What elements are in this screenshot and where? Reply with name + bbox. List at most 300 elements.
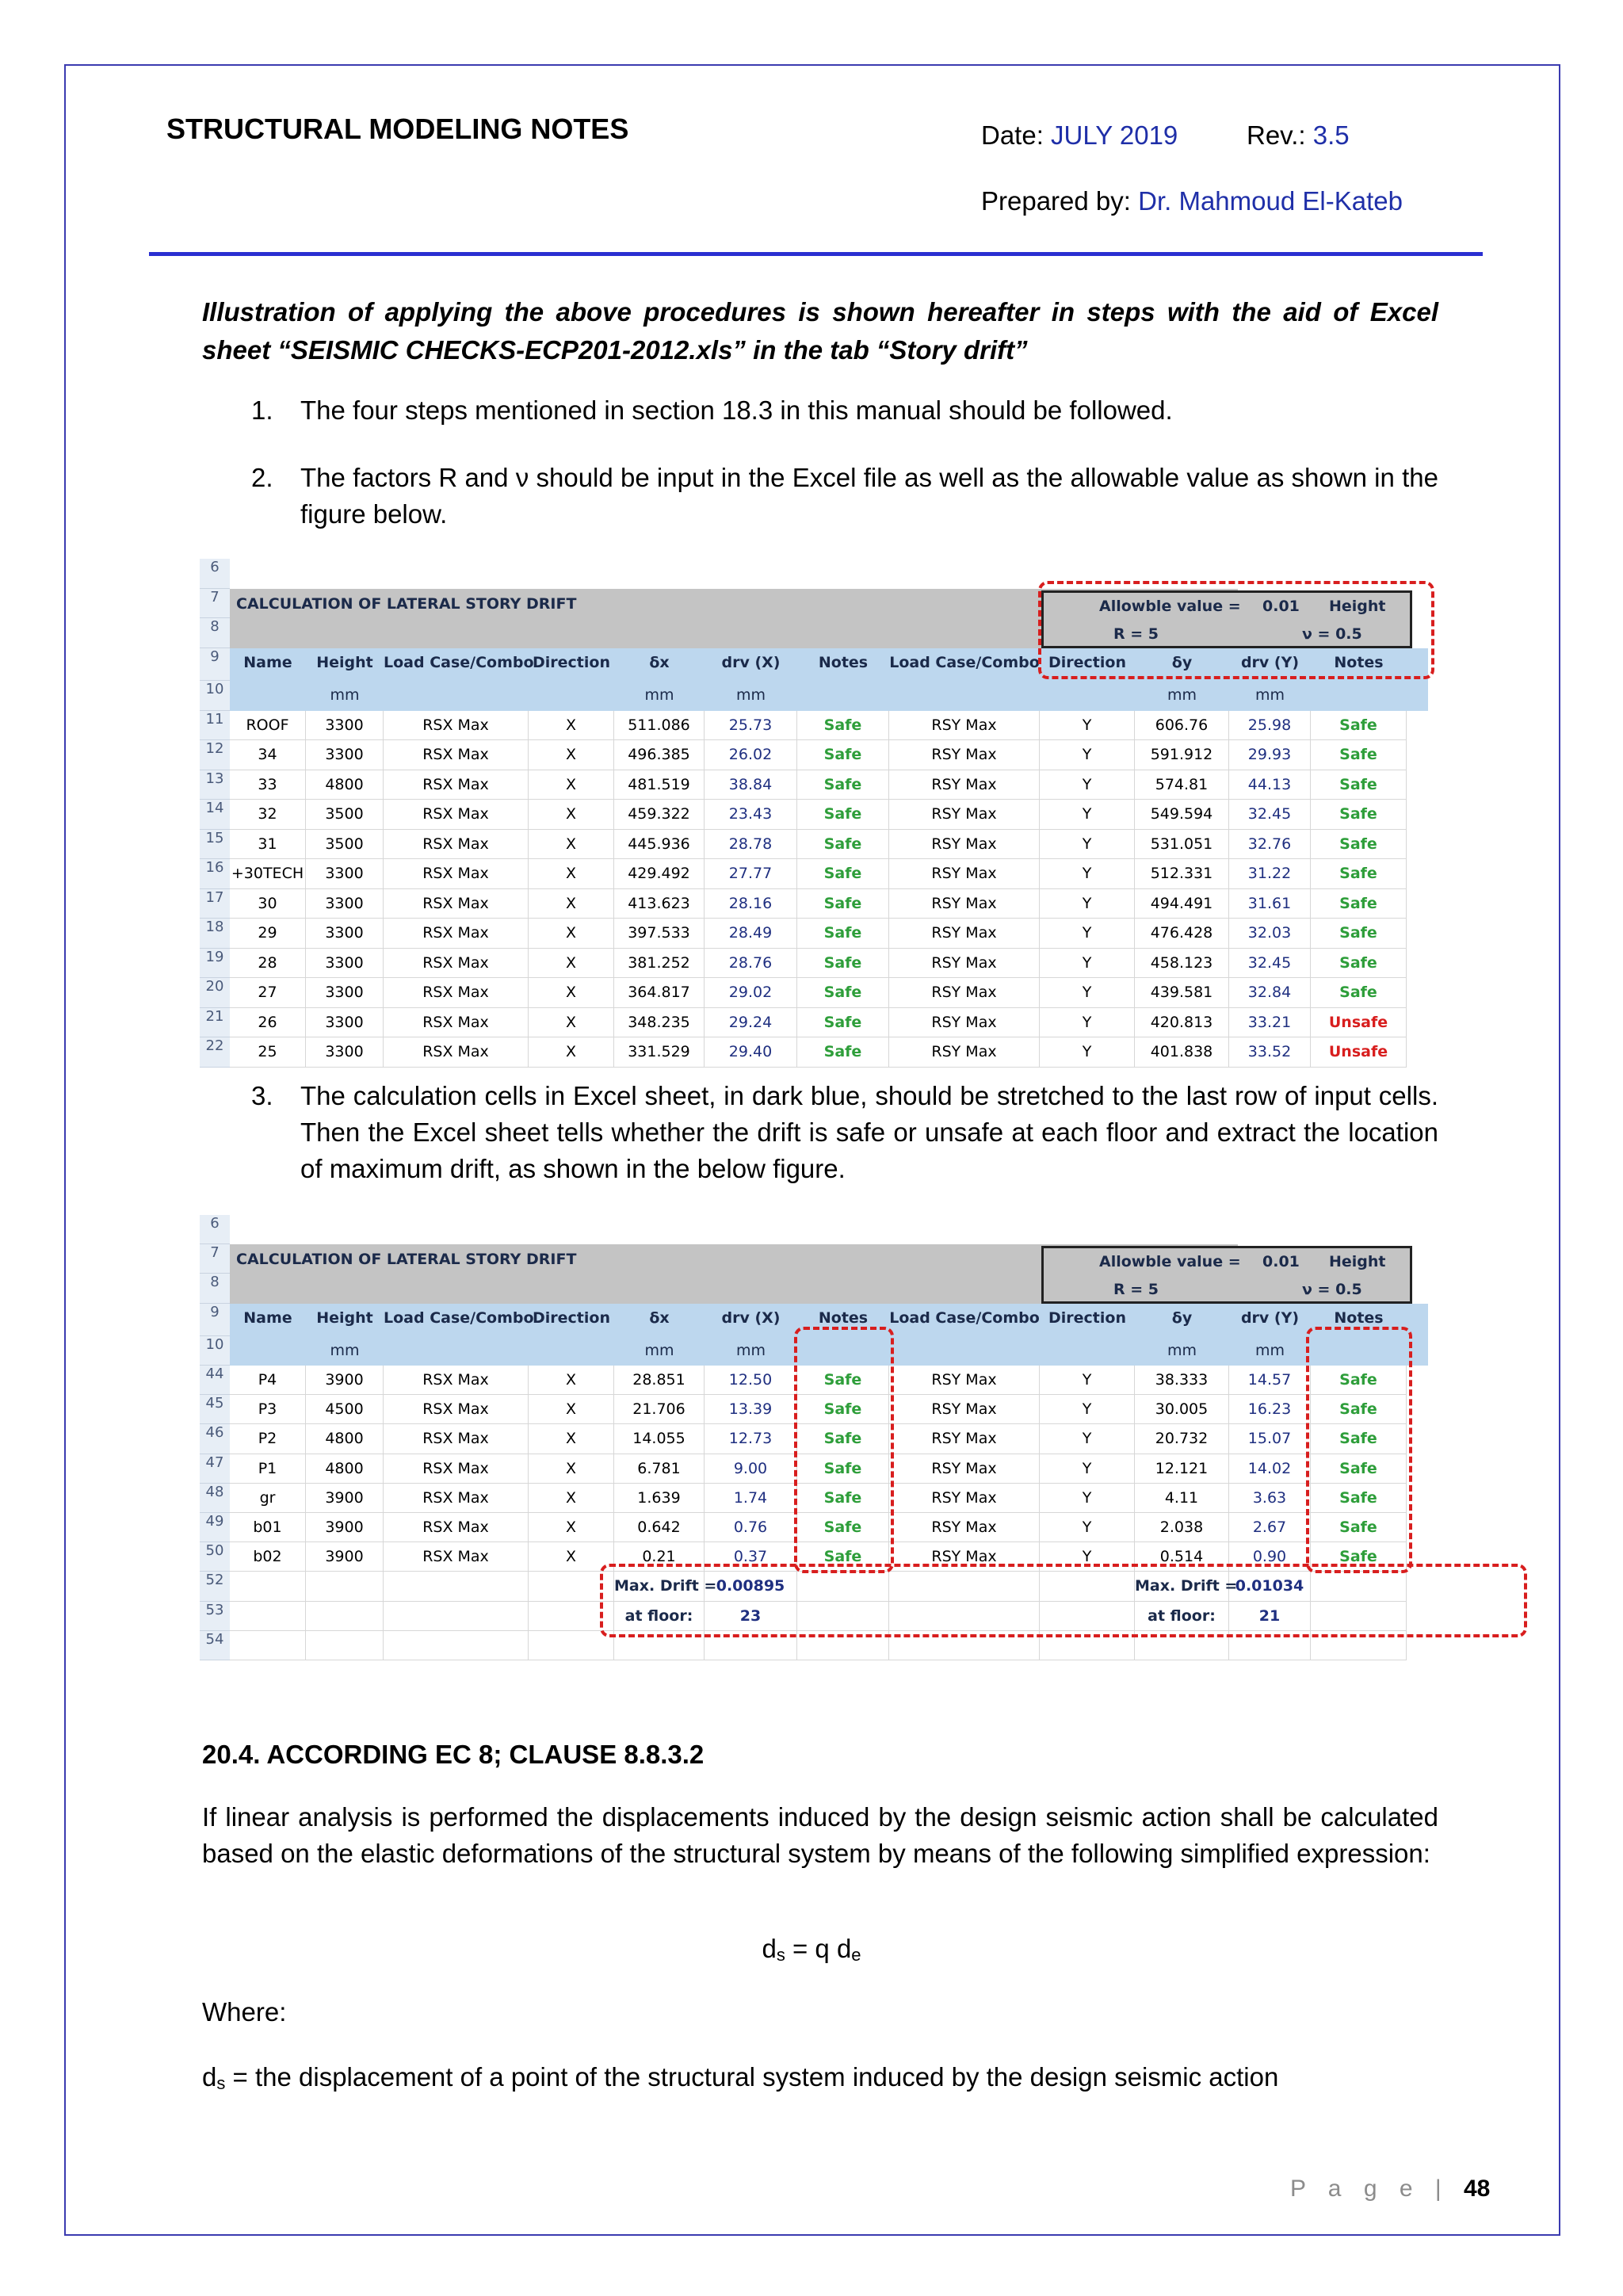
- step-number: 3.: [251, 1081, 273, 1110]
- table-cell: 13.39: [705, 1395, 797, 1424]
- row-number: 11: [200, 711, 230, 741]
- table-cell: 439.581: [1135, 978, 1229, 1008]
- table-cell: 16.23: [1229, 1395, 1311, 1424]
- date-value: JULY 2019: [1051, 120, 1178, 150]
- table-cell: 28.78: [705, 830, 797, 860]
- sheet-title: CALCULATION OF LATERAL STORY DRIFT: [236, 594, 577, 613]
- table-cell: X: [529, 1454, 614, 1484]
- table-cell: Safe: [1311, 1366, 1407, 1395]
- table-cell: 3300: [306, 1037, 384, 1068]
- table-cell: X: [529, 919, 614, 949]
- table-cell: Y: [1040, 1542, 1135, 1572]
- column-header: Direction: [533, 1308, 610, 1327]
- table-cell: Safe: [797, 1454, 889, 1484]
- table-cell: Y: [1040, 1424, 1135, 1454]
- table-cell: RSX Max: [384, 1008, 529, 1038]
- table-cell: 12.73: [705, 1424, 797, 1454]
- table-cell: Safe: [1311, 1542, 1407, 1572]
- row-number: 52: [200, 1572, 230, 1601]
- max-drift-cell: Max. Drift =: [1135, 1572, 1229, 1601]
- table-cell: Y: [1040, 1366, 1135, 1395]
- table-cell: X: [529, 770, 614, 800]
- table-cell: Y: [1040, 1037, 1135, 1068]
- table-cell: 38.333: [1135, 1366, 1229, 1395]
- unit-cell: mm: [735, 1341, 766, 1359]
- table-cell: Unsafe: [1311, 1008, 1407, 1038]
- table-cell: RSY Max: [889, 1037, 1040, 1068]
- table-cell: 31: [230, 830, 306, 860]
- table-cell: X: [529, 1037, 614, 1068]
- table-cell: Safe: [797, 1395, 889, 1424]
- table-cell: X: [529, 1424, 614, 1454]
- table-cell: Safe: [1311, 711, 1407, 741]
- table-cell: RSY Max: [889, 740, 1040, 770]
- column-header: Notes: [1334, 1308, 1384, 1327]
- table-cell: Y: [1040, 800, 1135, 830]
- table-cell: 14.57: [1229, 1366, 1311, 1395]
- table-row: [200, 800, 1428, 830]
- table-cell: 28.16: [705, 889, 797, 919]
- empty-cell: [230, 1631, 306, 1660]
- page-separator: |: [1420, 2176, 1464, 2202]
- unit-cell: mm: [1254, 686, 1285, 704]
- table-cell: 3300: [306, 740, 384, 770]
- table-cell: RSX Max: [384, 711, 529, 741]
- column-header: drv (Y): [1240, 653, 1300, 671]
- table-cell: Safe: [1311, 978, 1407, 1008]
- table-cell: 4500: [306, 1395, 384, 1424]
- header-divider: [149, 252, 1483, 256]
- table-cell: 0.90: [1229, 1542, 1311, 1572]
- table-cell: Y: [1040, 889, 1135, 919]
- table-cell: RSY Max: [889, 919, 1040, 949]
- table-cell: 3500: [306, 800, 384, 830]
- unit-cell: [230, 681, 306, 711]
- table-row: [200, 919, 1428, 949]
- table-cell: Safe: [1311, 740, 1407, 770]
- table-cell: X: [529, 978, 614, 1008]
- table-cell: ROOF: [230, 711, 306, 741]
- table-cell: 33.52: [1229, 1037, 1311, 1068]
- table-cell: RSX Max: [384, 1513, 529, 1542]
- table-cell: X: [529, 859, 614, 889]
- table-cell: Y: [1040, 1008, 1135, 1038]
- table-cell: RSX Max: [384, 1366, 529, 1395]
- column-header: drv (Y): [1240, 1308, 1300, 1327]
- table-cell: X: [529, 1484, 614, 1513]
- table-cell: 30: [230, 889, 306, 919]
- date-line: [981, 120, 1178, 151]
- table-cell: 26.02: [705, 740, 797, 770]
- column-header: δy: [1171, 653, 1193, 671]
- at-floor-cell: [230, 1602, 306, 1631]
- table-cell: Safe: [797, 1513, 889, 1542]
- row-number: 19: [200, 949, 230, 979]
- table-cell: Safe: [1311, 949, 1407, 979]
- table-row: [200, 1037, 1428, 1068]
- table-row: [200, 711, 1428, 741]
- table-cell: X: [529, 1008, 614, 1038]
- table-cell: 606.76: [1135, 711, 1229, 741]
- column-header: Notes: [818, 1308, 869, 1327]
- table-cell: 4800: [306, 1454, 384, 1484]
- table-cell: 348.235: [614, 1008, 705, 1038]
- table-cell: 27: [230, 978, 306, 1008]
- table-cell: RSX Max: [384, 1484, 529, 1513]
- table-cell: +30TECH: [230, 859, 306, 889]
- table-cell: 3300: [306, 949, 384, 979]
- table-cell: RSY Max: [889, 1513, 1040, 1542]
- where-label: Where:: [202, 1997, 287, 2027]
- table-cell: 445.936: [614, 830, 705, 860]
- page-number: [1290, 2176, 1490, 2202]
- row-number: 18: [200, 919, 230, 949]
- table-cell: 44.13: [1229, 770, 1311, 800]
- table-cell: Y: [1040, 770, 1135, 800]
- table-cell: Safe: [1311, 1484, 1407, 1513]
- table-cell: X: [529, 711, 614, 741]
- unit-cell: [384, 1336, 529, 1366]
- row-number: 10: [200, 1336, 230, 1366]
- table-row: [200, 740, 1428, 770]
- table-cell: 32: [230, 800, 306, 830]
- table-cell: Safe: [797, 800, 889, 830]
- height-label: Height: [1329, 597, 1386, 615]
- table-cell: RSY Max: [889, 1424, 1040, 1454]
- excel-sheet-story-drift-2: [200, 1215, 1428, 1648]
- table-cell: 31.61: [1229, 889, 1311, 919]
- table-cell: Y: [1040, 1454, 1135, 1484]
- table-cell: RSY Max: [889, 830, 1040, 860]
- rev-line: [1247, 120, 1350, 151]
- at-floor-cell: 21: [1229, 1602, 1311, 1631]
- at-floor-cell: 23: [705, 1602, 797, 1631]
- table-cell: 33.21: [1229, 1008, 1311, 1038]
- allowable-value-box: [1041, 1246, 1412, 1303]
- row-number: 8: [200, 1274, 230, 1303]
- table-cell: 476.428: [1135, 919, 1229, 949]
- table-cell: Safe: [797, 978, 889, 1008]
- unit-cell: [889, 1336, 1040, 1366]
- empty-cell: [384, 1631, 529, 1660]
- table-cell: 458.123: [1135, 949, 1229, 979]
- table-cell: 3300: [306, 1008, 384, 1038]
- table-row: [200, 830, 1428, 860]
- row-number: 47: [200, 1454, 230, 1484]
- table-cell: Y: [1040, 830, 1135, 860]
- step-text: The four steps mentioned in section 18.3 in this manual should be followed.: [300, 395, 1173, 425]
- unit-cell: [1040, 1336, 1135, 1366]
- allowable-value-label: Allowble value =: [1099, 597, 1241, 615]
- table-row: [200, 1008, 1428, 1038]
- step-number: 1.: [251, 395, 273, 425]
- table-cell: 4800: [306, 1424, 384, 1454]
- table-cell: Safe: [797, 889, 889, 919]
- allowable-value: 0.01: [1262, 597, 1300, 615]
- table-cell: Y: [1040, 949, 1135, 979]
- definition-text: = the displacement of a point of the structural system induced by the design seismic action: [225, 2062, 1279, 2092]
- nu-factor: ν = 0.5: [1302, 1281, 1362, 1299]
- unit-cell: mm: [735, 686, 766, 704]
- table-cell: 413.623: [614, 889, 705, 919]
- date-label: Date:: [981, 120, 1044, 150]
- table-cell: 6.781: [614, 1454, 705, 1484]
- table-cell: 28.49: [705, 919, 797, 949]
- table-cell: 3.63: [1229, 1484, 1311, 1513]
- unit-cell: mm: [330, 1341, 360, 1359]
- table-cell: Safe: [797, 859, 889, 889]
- table-cell: Y: [1040, 711, 1135, 741]
- table-cell: Safe: [797, 1542, 889, 1572]
- table-cell: 15.07: [1229, 1424, 1311, 1454]
- row-number: 49: [200, 1513, 230, 1542]
- table-cell: X: [529, 889, 614, 919]
- table-cell: Safe: [797, 919, 889, 949]
- column-header: drv (X): [721, 653, 781, 671]
- unit-cell: mm: [1167, 1341, 1197, 1359]
- table-cell: X: [529, 1366, 614, 1395]
- row-number: 17: [200, 889, 230, 919]
- table-cell: X: [529, 1513, 614, 1542]
- table-cell: Safe: [797, 1037, 889, 1068]
- row-number: 12: [200, 740, 230, 770]
- table-cell: 9.00: [705, 1454, 797, 1484]
- table-cell: Y: [1040, 740, 1135, 770]
- table-cell: Safe: [1311, 1454, 1407, 1484]
- table-cell: 25.73: [705, 711, 797, 741]
- table-cell: X: [529, 1542, 614, 1572]
- table-cell: 401.838: [1135, 1037, 1229, 1068]
- author-name: Dr. Mahmoud El-Kateb: [1138, 186, 1403, 216]
- table-cell: 0.37: [705, 1542, 797, 1572]
- table-cell: 3500: [306, 830, 384, 860]
- table-cell: 14.055: [614, 1424, 705, 1454]
- height-label: Height: [1329, 1253, 1386, 1271]
- nu-factor: ν = 0.5: [1302, 625, 1362, 643]
- sheet-row: [200, 589, 231, 619]
- table-cell: 21.706: [614, 1395, 705, 1424]
- table-cell: 511.086: [614, 711, 705, 741]
- table-cell: 23.43: [705, 800, 797, 830]
- table-cell: 32.45: [1229, 949, 1311, 979]
- row-number: 14: [200, 800, 230, 830]
- table-cell: 28: [230, 949, 306, 979]
- column-header: Height: [316, 653, 373, 671]
- unit-cell: [529, 681, 614, 711]
- table-cell: RSY Max: [889, 770, 1040, 800]
- table-cell: RSY Max: [889, 1454, 1040, 1484]
- column-header: Load Case/Combo: [384, 653, 534, 671]
- table-cell: 3900: [306, 1366, 384, 1395]
- r-factor: R = 5: [1113, 1281, 1159, 1299]
- row-number: 9: [200, 1304, 230, 1336]
- table-cell: 25.98: [1229, 711, 1311, 741]
- table-cell: 32.03: [1229, 919, 1311, 949]
- table-cell: Safe: [797, 770, 889, 800]
- table-cell: Safe: [797, 740, 889, 770]
- at-floor-cell: at floor:: [1135, 1602, 1229, 1631]
- table-cell: 29: [230, 919, 306, 949]
- step-text: The factors R and ν should be input in the Excel file as well as the allowable value as shown in the figure below.: [300, 463, 1438, 529]
- table-cell: Y: [1040, 1513, 1135, 1542]
- table-cell: b01: [230, 1513, 306, 1542]
- empty-cell: [306, 1631, 384, 1660]
- unit-cell: mm: [330, 686, 360, 704]
- table-cell: 31.22: [1229, 859, 1311, 889]
- table-cell: RSY Max: [889, 859, 1040, 889]
- table-cell: RSX Max: [384, 1424, 529, 1454]
- column-header: δx: [649, 653, 670, 671]
- table-cell: 549.594: [1135, 800, 1229, 830]
- rev-value: 3.5: [1312, 120, 1350, 150]
- max-drift-cell: 0.01034: [1229, 1572, 1311, 1601]
- table-cell: Safe: [797, 1484, 889, 1513]
- table-cell: Safe: [1311, 830, 1407, 860]
- table-cell: 2.038: [1135, 1513, 1229, 1542]
- table-cell: 420.813: [1135, 1008, 1229, 1038]
- row-number: 53: [200, 1602, 230, 1631]
- table-cell: RSY Max: [889, 1366, 1040, 1395]
- row-number: 54: [200, 1631, 230, 1660]
- table-row: [200, 978, 1428, 1008]
- max-drift-highlight: [600, 1564, 1527, 1637]
- table-cell: 0.514: [1135, 1542, 1229, 1572]
- column-header: Direction: [533, 653, 610, 671]
- table-cell: 3900: [306, 1484, 384, 1513]
- column-header: δx: [649, 1308, 670, 1327]
- row-number: 21: [200, 1008, 230, 1038]
- table-cell: P1: [230, 1454, 306, 1484]
- row-number: 6: [200, 1215, 230, 1244]
- notes-x-highlight: [794, 1327, 894, 1574]
- displacement-formula: $d_s = q$ $d_e$: [762, 1934, 861, 1965]
- row-number: 44: [200, 1366, 230, 1395]
- table-cell: Unsafe: [1311, 1037, 1407, 1068]
- table-cell: Safe: [1311, 1424, 1407, 1454]
- table-cell: RSX Max: [384, 919, 529, 949]
- at-floor-cell: at floor:: [614, 1602, 705, 1631]
- table-row: [200, 949, 1428, 979]
- row-number: 48: [200, 1484, 230, 1513]
- table-cell: 4.11: [1135, 1484, 1229, 1513]
- row-number: 6: [200, 559, 230, 589]
- section-heading: 20.4. ACCORDING EC 8; CLAUSE 8.8.3.2: [202, 1740, 705, 1769]
- units-row: [200, 681, 1428, 711]
- table-cell: 30.005: [1135, 1395, 1229, 1424]
- table-cell: Safe: [797, 1424, 889, 1454]
- table-cell: RSY Max: [889, 800, 1040, 830]
- table-cell: Y: [1040, 978, 1135, 1008]
- row-number: 50: [200, 1542, 230, 1572]
- table-cell: 364.817: [614, 978, 705, 1008]
- sheet-row: [200, 1274, 231, 1303]
- table-cell: RSX Max: [384, 859, 529, 889]
- notes-y-highlight: [1306, 1327, 1412, 1574]
- table-cell: 32.84: [1229, 978, 1311, 1008]
- table-cell: 27.77: [705, 859, 797, 889]
- table-cell: Safe: [1311, 919, 1407, 949]
- row-number: 16: [200, 859, 230, 889]
- page-label: P a g e: [1290, 2176, 1421, 2202]
- column-header: Name: [243, 1308, 292, 1327]
- table-cell: Safe: [1311, 859, 1407, 889]
- unit-cell: [889, 681, 1040, 711]
- unit-cell: mm: [644, 1341, 674, 1359]
- table-cell: 331.529: [614, 1037, 705, 1068]
- table-cell: b02: [230, 1542, 306, 1572]
- sheet-title: CALCULATION OF LATERAL STORY DRIFT: [236, 1251, 577, 1269]
- definition-ds: $d_s$ = the displacement of a point of the structural system induced by the design seismic action: [202, 2062, 1279, 2093]
- table-cell: P2: [230, 1424, 306, 1454]
- row-number: 7: [200, 1244, 230, 1274]
- unit-cell: [529, 1336, 614, 1366]
- sheet-row: [200, 1215, 1428, 1244]
- at-floor-cell: [384, 1602, 529, 1631]
- table-cell: RSX Max: [384, 949, 529, 979]
- table-cell: 3900: [306, 1542, 384, 1572]
- row-number: 13: [200, 770, 230, 800]
- table-cell: RSX Max: [384, 1454, 529, 1484]
- row-number: 46: [200, 1424, 230, 1454]
- table-cell: 32.45: [1229, 800, 1311, 830]
- unit-cell: [1040, 681, 1135, 711]
- row-number: 45: [200, 1395, 230, 1424]
- table-cell: RSX Max: [384, 830, 529, 860]
- table-cell: RSY Max: [889, 1008, 1040, 1038]
- table-cell: Y: [1040, 859, 1135, 889]
- table-cell: 4800: [306, 770, 384, 800]
- max-drift-cell: [384, 1572, 529, 1601]
- table-cell: 1.74: [705, 1484, 797, 1513]
- prepared-by-line: [981, 186, 1403, 216]
- column-header: δy: [1171, 1308, 1193, 1327]
- table-cell: Safe: [1311, 889, 1407, 919]
- table-cell: 12.50: [705, 1366, 797, 1395]
- table-cell: RSX Max: [384, 889, 529, 919]
- max-drift-cell: 0.00895: [705, 1572, 797, 1601]
- table-cell: Safe: [1311, 800, 1407, 830]
- table-cell: 29.93: [1229, 740, 1311, 770]
- table-cell: 29.02: [705, 978, 797, 1008]
- table-cell: X: [529, 740, 614, 770]
- unit-cell: [1311, 681, 1407, 711]
- table-cell: RSY Max: [889, 949, 1040, 979]
- table-cell: Y: [1040, 919, 1135, 949]
- table-cell: 3900: [306, 1513, 384, 1542]
- max-drift-cell: Max. Drift =: [614, 1572, 705, 1601]
- table-cell: RSY Max: [889, 1395, 1040, 1424]
- table-cell: 0.21: [614, 1542, 705, 1572]
- table-cell: 481.519: [614, 770, 705, 800]
- table-cell: 591.912: [1135, 740, 1229, 770]
- row-number: 15: [200, 830, 230, 860]
- table-cell: Safe: [1311, 770, 1407, 800]
- table-cell: P4: [230, 1366, 306, 1395]
- table-cell: Safe: [797, 830, 889, 860]
- allowable-value-label: Allowble value =: [1099, 1253, 1241, 1271]
- table-cell: RSY Max: [889, 711, 1040, 741]
- table-cell: Safe: [1311, 1513, 1407, 1542]
- table-cell: RSY Max: [889, 1542, 1040, 1572]
- row-number: 10: [200, 681, 230, 711]
- sheet-row: [200, 1244, 231, 1274]
- table-cell: Safe: [797, 1366, 889, 1395]
- page-number-value: 48: [1464, 2176, 1491, 2202]
- table-cell: RSX Max: [384, 740, 529, 770]
- table-cell: 33: [230, 770, 306, 800]
- max-drift-cell: [306, 1572, 384, 1601]
- table-cell: 32.76: [1229, 830, 1311, 860]
